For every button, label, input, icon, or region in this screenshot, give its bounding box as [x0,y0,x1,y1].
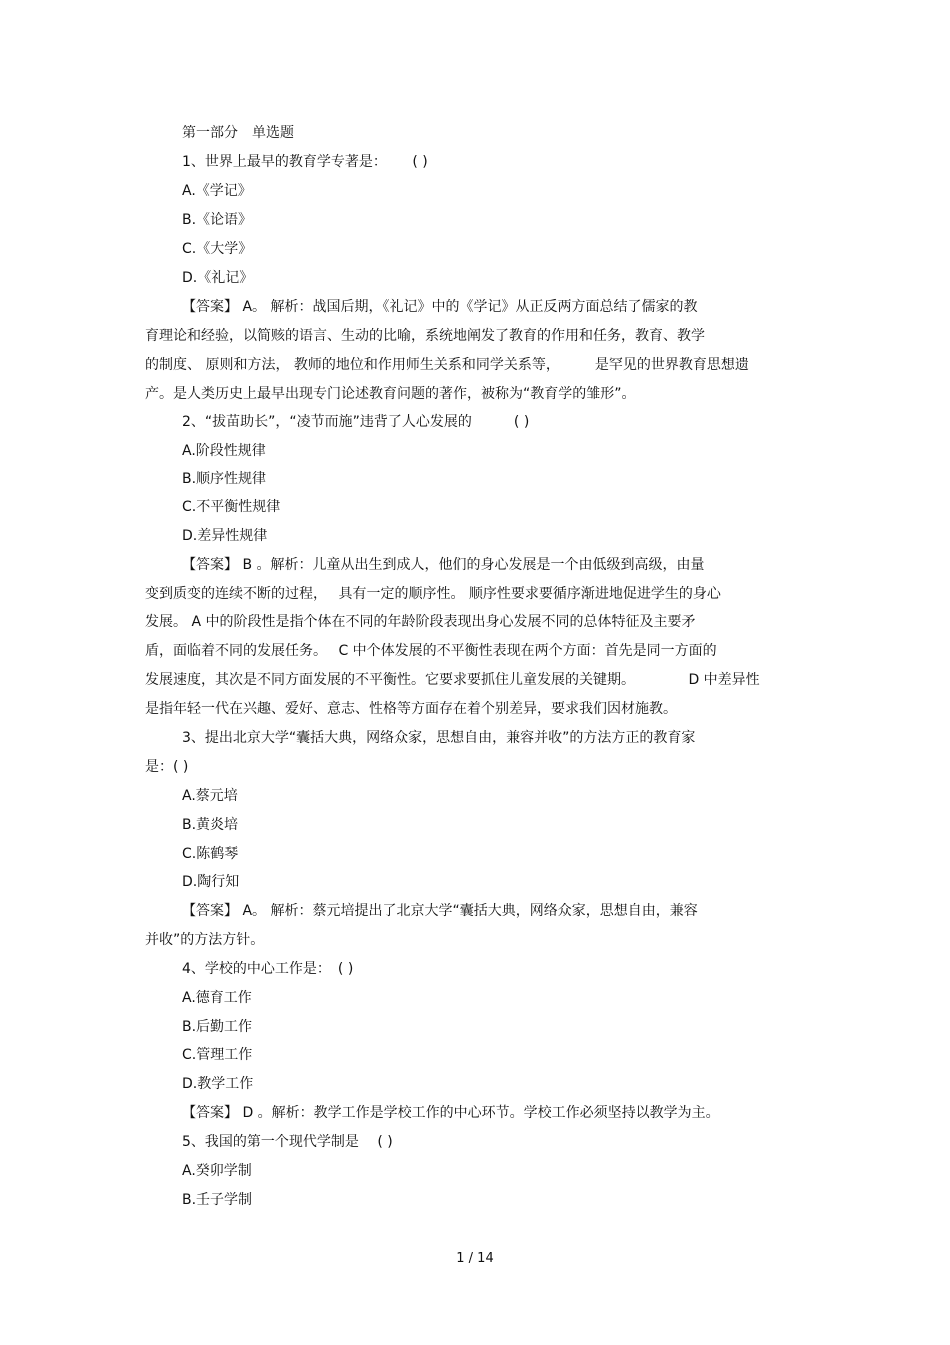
question-4-option-b: B.后勤工作 [182,1019,253,1035]
question-3-stem: 3、提出北京大学“囊括大典，网络众家，思想自由，兼容并收”的方法方正的教育家 [182,730,696,746]
question-3-option-d: D.陶行知 [182,874,240,890]
question-2-option-d: D.差异性规律 [182,528,268,544]
question-2-stem: 2、“拔苗助长”，“凌节而施”违背了人心发展的 ( ) [182,414,530,430]
question-5-stem: 5、我国的第一个现代学制是 ( ) [182,1134,393,1150]
question-3-stem: 是：( ) [145,759,189,775]
question-5-option-a: A.癸卯学制 [182,1163,252,1179]
question-5-option-b: B.壬子学制 [182,1192,253,1208]
question-1-answer-line: 育理论和经验，以简赅的语言、生动的比喻，系统地阐发了教育的作用和任务，教育、教学 [145,328,705,344]
question-3-answer-line: 并收”的方法方针。 [145,932,265,948]
question-3-option-c: C.陈鹤琴 [182,846,239,862]
question-3-option-b: B.黄炎培 [182,817,239,833]
question-4-answer-line: 【答案】 D 。解析：教学工作是学校工作的中心环节。学校工作必须坚持以教学为主。 [182,1105,720,1121]
question-2-option-c: C.不平衡性规律 [182,499,281,515]
question-2-answer-line: 变到质变的连续不断的过程， 具有一定的顺序性。 顺序性要求要循序渐进地促进学生的身心 [145,586,721,602]
question-3-option-a: A.蔡元培 [182,788,238,804]
question-1-option-c: C.《大学》 [182,241,253,257]
question-4-stem: 4、学校的中心工作是： ( ) [182,961,354,977]
question-4-option-c: C.管理工作 [182,1047,253,1063]
question-1-answer-line: 产。是人类历史上最早出现专门论述教育问题的著作，被称为“教育学的雏形”。 [145,386,636,402]
page-number: 1 / 14 [456,1251,494,1266]
question-1-option-a: A.《学记》 [182,183,252,199]
question-2-answer-line: 【答案】 B 。解析：儿童从出生到成人，他们的身心发展是一个由低级到高级，由量 [182,557,705,573]
question-4-option-a: A.德育工作 [182,990,252,1006]
question-2-option-b: B.顺序性规律 [182,471,267,487]
section-title: 第一部分 单选题 [182,125,294,141]
question-2-answer-line: 发展速度，其次是不同方面发展的不平衡性。它要求要抓住儿童发展的关键期。 D 中差异性 [145,672,760,688]
question-1-answer-line: 【答案】 A。 解析：战国后期，《礼记》中的《学记》从正反两方面总结了儒家的教 [182,299,698,315]
question-1-answer-line: 的制度、 原则和方法， 教师的地位和作用师生关系和同学关系等， 是罕见的世界教育思想遗 [145,357,749,373]
question-3-answer-line: 【答案】 A。 解析：蔡元培提出了北京大学“囊括大典，网络众家，思想自由，兼容 [182,903,698,919]
question-1-stem: 1、世界上最早的教育学专著是： ( ) [182,154,428,170]
question-1-option-d: D.《礼记》 [182,270,254,286]
question-2-answer-line: 发展。 A 中的阶段性是指个体在不同的年龄阶段表现出身心发展不同的总体特征及主要矛 [145,614,696,630]
question-2-answer-line: 是指年轻一代在兴趣、爱好、意志、性格等方面存在着个别差异，要求我们因材施教。 [145,701,677,717]
question-4-option-d: D.教学工作 [182,1076,254,1092]
question-2-option-a: A.阶段性规律 [182,443,266,459]
question-1-option-b: B.《论语》 [182,212,253,228]
question-2-answer-line: 盾，面临着不同的发展任务。 C 中个体发展的不平衡性表现在两个方面：首先是同一方面的 [145,643,717,659]
